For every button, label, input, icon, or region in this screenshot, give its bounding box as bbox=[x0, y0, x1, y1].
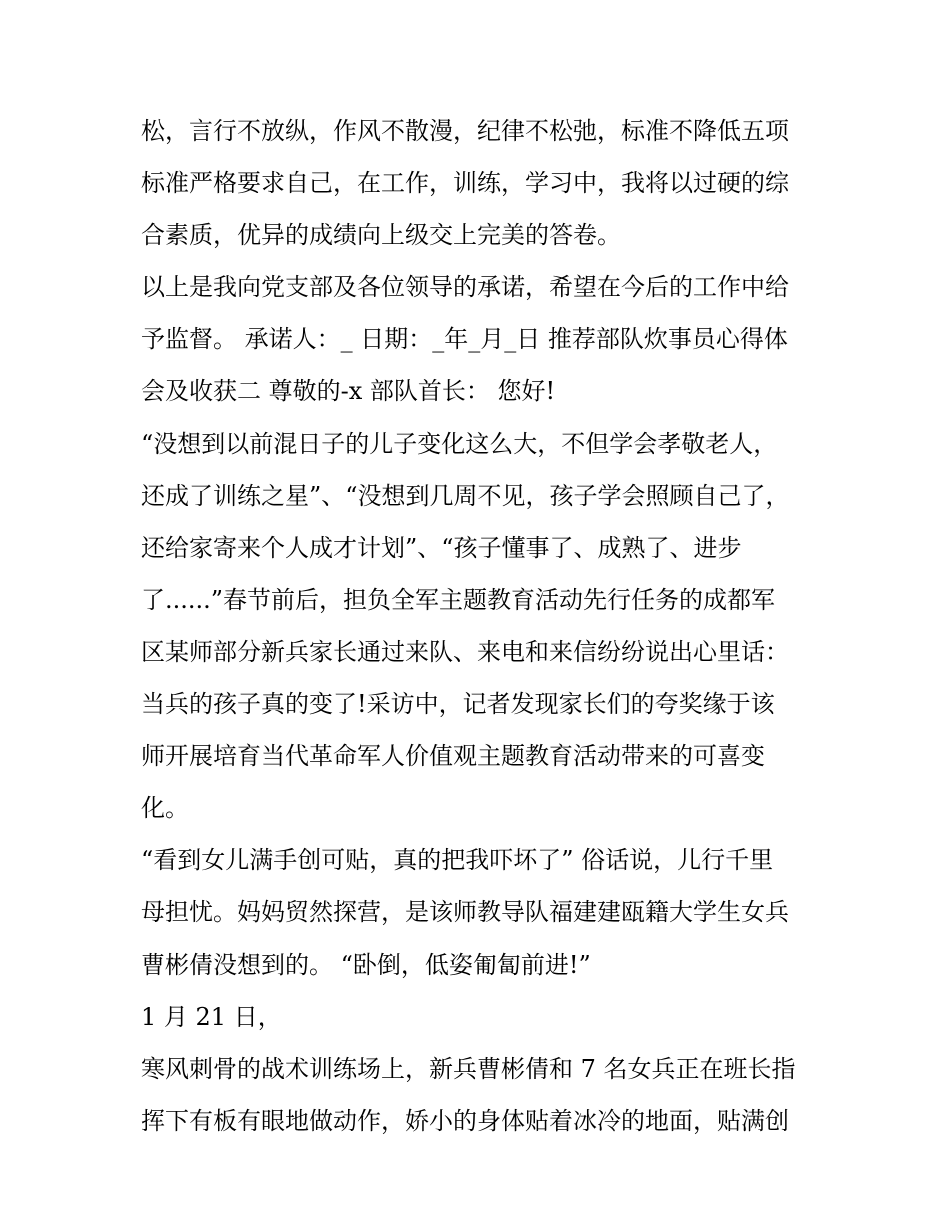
text-line: 了......”春节前后，担负全军主题教育活动先行任务的成都军 bbox=[141, 585, 776, 614]
text-line: 1 月 21 日， bbox=[141, 1002, 282, 1031]
text-line: 予监督。 承诺人：_ 日期：_年_月_日 推荐部队炊事员心得体 bbox=[141, 325, 788, 354]
text-line: 还成了训练之星”、“没想到几周不见，孩子学会照顾自己了， bbox=[141, 481, 790, 510]
text-line: 化。 bbox=[141, 794, 189, 823]
document-body bbox=[141, 108, 821, 1150]
text-line: 挥下有板有眼地做动作，娇小的身体贴着冰冷的地面，贴满创 bbox=[141, 1106, 789, 1135]
text-line: 寒风刺骨的战术训练场上，新兵曹彬倩和 7 名女兵正在班长指 bbox=[141, 1054, 796, 1083]
text-line: 母担忧。妈妈贸然探营，是该师教导队福建建瓯籍大学生女兵 bbox=[141, 898, 789, 927]
text-line: 标准严格要求自己，在工作，训练，学习中，我将以过硬的综 bbox=[141, 169, 789, 198]
text-line: 区某师部分新兵家长通过来队、来电和来信纷纷说出心里话： bbox=[141, 637, 789, 666]
text-line: 曹彬倩没想到的。 “卧倒，低姿匍匐前进!” bbox=[141, 950, 591, 979]
text-line: 还给家寄来个人成才计划”、“孩子懂事了、成熟了、进步 bbox=[141, 533, 742, 562]
text-line: 师开展培育当代革命军人价值观主题教育活动带来的可喜变 bbox=[141, 742, 765, 771]
text-line: 松，言行不放纵，作风不散漫，纪律不松弛，标准不降低五项 bbox=[141, 117, 789, 145]
text-line: 当兵的孩子真的变了!采访中，记者发现家长们的夸奖缘于该 bbox=[141, 690, 775, 719]
text-line: “看到女儿满手创可贴，真的把我吓坏了” 俗话说，儿行千里 bbox=[141, 846, 774, 875]
text-line: 合素质，优异的成绩向上级交上完美的答卷。 bbox=[141, 221, 621, 250]
text-line: 会及收获二 尊敬的-x 部队首长： 您好! bbox=[141, 377, 556, 406]
text-line: “没想到以前混日子的儿子变化这么大，不但学会孝敬老人， bbox=[141, 429, 778, 458]
text-line: 以上是我向党支部及各位领导的承诺，希望在今后的工作中给 bbox=[141, 273, 789, 302]
